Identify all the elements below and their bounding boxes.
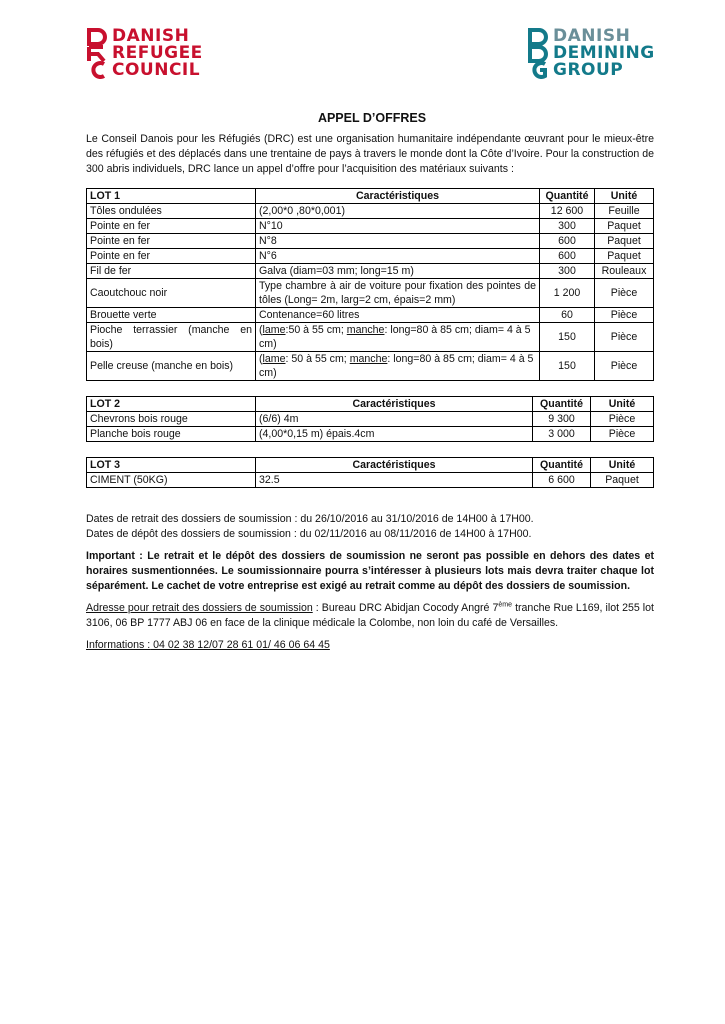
unit-cell: Pièce <box>591 427 654 442</box>
qty-cell: 12 600 <box>540 204 595 219</box>
carac-cell: Type chambre à air de voiture pour fixation des pointes de tôles (Long= 2m, larg=2 cm, épais=2 mm) <box>256 279 540 308</box>
dates-retrait: Dates de retrait des dossiers de soumission : du 26/10/2016 au 31/10/2016 de 14H00 à 17H00. <box>86 513 534 525</box>
dates-depot: Dates de dépôt des dossiers de soumission : du 02/11/2016 au 08/11/2016 de 14H00 à 17H00. <box>86 528 532 540</box>
qty-cell: 150 <box>540 352 595 381</box>
item-cell: Pointe en fer <box>87 219 256 234</box>
carac-manche: manche <box>349 353 388 365</box>
address-label: Adresse pour retrait des dossiers de soumission <box>86 602 313 614</box>
dates-block <box>86 512 654 542</box>
carac-cell: N°6 <box>256 249 540 264</box>
drc-logo-line-3: COUNCIL <box>112 59 201 80</box>
lot2-label: LOT 2 <box>87 397 256 412</box>
qty-cell: 9 300 <box>533 412 591 427</box>
qty-cell: 60 <box>540 308 595 323</box>
table-row <box>87 323 654 352</box>
informations-line <box>86 638 654 653</box>
address-text-1: Bureau DRC Abidjan Cocody Angré 7 <box>321 602 499 614</box>
table-row <box>87 249 654 264</box>
address-sep: : <box>312 602 322 614</box>
table-row <box>87 412 654 427</box>
carac-cell: (2,00*0 ,80*0,001) <box>256 204 540 219</box>
document-body <box>86 110 654 653</box>
carac-cell <box>256 323 540 352</box>
table-row <box>87 427 654 442</box>
unit-cell: Feuille <box>595 204 654 219</box>
qty-cell: 6 600 <box>533 473 591 488</box>
address-text-2: tranche Rue L169, ilot 255 lot 3106, 06 BP 1777 ABJ 06 en face de la clinique médicale la Colombe, non loin du café de Versailles. <box>86 602 654 629</box>
carac-cell <box>256 352 540 381</box>
carac-lame-value: : 50 à 55 cm; <box>285 353 350 365</box>
carac-cell: (6/6) 4m <box>256 412 533 427</box>
lot1-table <box>86 188 654 381</box>
unit-cell: Pièce <box>595 279 654 308</box>
item-cell: Fil de fer <box>87 264 256 279</box>
ddg-logo-mark <box>527 27 549 79</box>
informations-phones: 04 02 38 12/07 28 61 01/ 46 06 64 45 <box>150 639 330 651</box>
item-cell: Tôles ondulées <box>87 204 256 219</box>
unit-cell: Paquet <box>595 249 654 264</box>
header-caracteristiques: Caractéristiques <box>256 189 540 204</box>
address-sup: ème <box>498 601 513 609</box>
page-title: APPEL D’OFFRES <box>317 111 427 125</box>
qty-cell: 300 <box>540 219 595 234</box>
table-row <box>87 264 654 279</box>
ddg-logo-line-1: DANISH <box>553 25 631 46</box>
carac-cell: 32.5 <box>256 473 533 488</box>
carac-cell: N°8 <box>256 234 540 249</box>
table-row <box>87 352 654 381</box>
carac-open: ( <box>259 324 263 336</box>
qty-cell: 300 <box>540 264 595 279</box>
carac-lame: lame <box>262 353 286 365</box>
qty-cell: 600 <box>540 234 595 249</box>
address-paragraph <box>86 601 654 631</box>
table-row <box>87 473 654 488</box>
unit-cell: Pièce <box>595 323 654 352</box>
item-cell: Pointe en fer <box>87 249 256 264</box>
drc-logo-line-2: REFUGEE <box>112 42 203 63</box>
item-cell: CIMENT (50KG) <box>87 473 256 488</box>
header-quantite: Quantité <box>533 397 591 412</box>
header-quantite: Quantité <box>540 189 595 204</box>
header-quantite: Quantité <box>533 458 591 473</box>
unit-cell: Rouleaux <box>595 264 654 279</box>
carac-lame-value: :50 à 55 cm; <box>285 324 347 336</box>
item-cell: Caoutchouc noir <box>87 279 256 308</box>
unit-cell: Paquet <box>595 219 654 234</box>
item-cell: Pioche terrassier (manche en bois) <box>87 323 256 352</box>
carac-cell: Contenance=60 litres <box>256 308 540 323</box>
drc-logo-text <box>112 25 203 80</box>
table-row <box>87 279 654 308</box>
carac-cell: (4,00*0,15 m) épais.4cm <box>256 427 533 442</box>
carac-manche: manche <box>346 324 385 336</box>
table-row <box>87 308 654 323</box>
header-unite: Unité <box>591 397 654 412</box>
drc-logo <box>86 27 203 79</box>
header-unite: Unité <box>595 189 654 204</box>
qty-cell: 600 <box>540 249 595 264</box>
qty-cell: 1 200 <box>540 279 595 308</box>
ddg-logo-line-3: GROUP <box>553 59 624 80</box>
carac-cell: N°10 <box>256 219 540 234</box>
table-row <box>87 219 654 234</box>
unit-cell: Pièce <box>591 412 654 427</box>
lot2-header-row <box>87 397 654 412</box>
carac-manche-value: : long=80 à 85 cm; diam= 4 à 5 cm) <box>259 324 531 350</box>
lot1-label: LOT 1 <box>87 189 256 204</box>
qty-cell: 3 000 <box>533 427 591 442</box>
item-cell: Pointe en fer <box>87 234 256 249</box>
ddg-logo <box>527 27 655 79</box>
ddg-logo-text <box>553 25 655 80</box>
item-cell: Brouette verte <box>87 308 256 323</box>
carac-lame: lame <box>262 324 286 336</box>
item-cell: Pelle creuse (manche en bois) <box>87 352 256 381</box>
table-row <box>87 204 654 219</box>
ddg-logo-line-2: DEMINING <box>553 42 655 63</box>
lot3-header-row <box>87 458 654 473</box>
important-notice: Important : Le retrait et le dépôt des dossiers de soumission ne seront pas possible en dehors des dates et horaires susmentionnées. Le soumissionnaire pourra s’intéresser à plusieurs lots mais devra traiter chaque lot séparément. Le cachet de votre entreprise est exigé au retrait comme au dépôt des dossiers de soumission. <box>86 550 654 592</box>
item-cell: Planche bois rouge <box>87 427 256 442</box>
lot3-table <box>86 457 654 488</box>
lot3-label: LOT 3 <box>87 458 256 473</box>
carac-open: ( <box>259 353 263 365</box>
header-caracteristiques: Caractéristiques <box>256 458 533 473</box>
unit-cell: Paquet <box>591 473 654 488</box>
drc-logo-mark <box>86 27 108 79</box>
lot2-table <box>86 396 654 442</box>
carac-manche-value: : long=80 à 85 cm; diam= 4 à 5 cm) <box>259 353 534 379</box>
informations-label: Informations : <box>86 639 151 651</box>
qty-cell: 150 <box>540 323 595 352</box>
header-unite: Unité <box>591 458 654 473</box>
table-row <box>87 234 654 249</box>
header-caracteristiques: Caractéristiques <box>256 397 533 412</box>
carac-cell: Galva (diam=03 mm; long=15 m) <box>256 264 540 279</box>
lot1-header-row <box>87 189 654 204</box>
item-cell: Chevrons bois rouge <box>87 412 256 427</box>
intro-paragraph: Le Conseil Danois pour les Réfugiés (DRC) est une organisation humanitaire indépendante œuvrant pour le mieux-être des réfugiés et des déplacés dans une trentaine de pays à travers le monde dont la Côte d’Ivoire. Pour la construction de 300 abris individuels, DRC lance un appel d’offre pour l’acquisition des matériaux suivants : <box>86 133 654 175</box>
unit-cell: Pièce <box>595 308 654 323</box>
unit-cell: Pièce <box>595 352 654 381</box>
unit-cell: Paquet <box>595 234 654 249</box>
drc-logo-line-1: DANISH <box>112 25 190 46</box>
